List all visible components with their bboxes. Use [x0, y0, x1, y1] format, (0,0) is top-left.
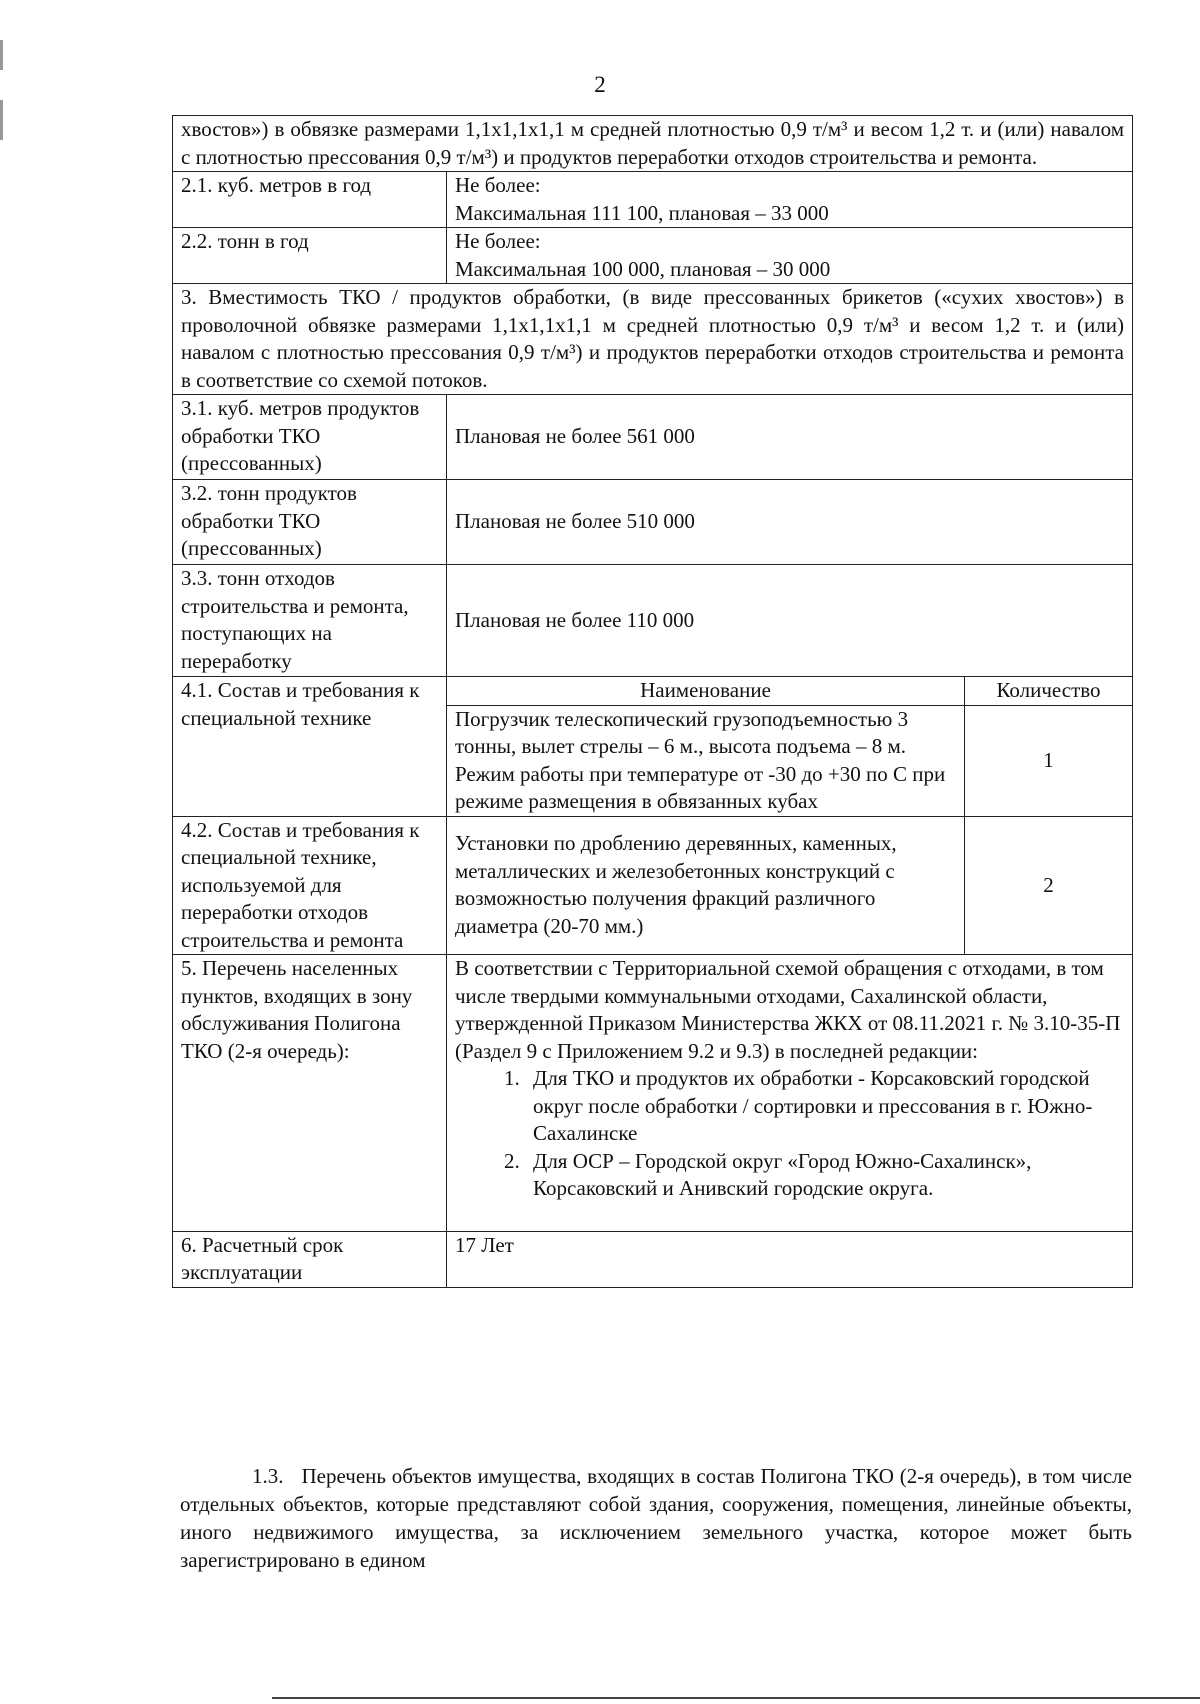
- row-label: 4.1. Состав и требования к специальной технике: [173, 677, 447, 817]
- list-item: 1. Для ТКО и продуктов их обработки - Корсаковский городской округ после обработки / сортировки и прессования в г. Южно-Сахалинске: [525, 1065, 1124, 1148]
- row-label: 6. Расчетный срок эксплуатации: [173, 1231, 447, 1287]
- table-row-6: [173, 1231, 1133, 1287]
- paragraph-text: Перечень объектов имущества, входящих в состав Полигона ТКО (2-я очередь), в том числе отдельных объектов, которые представляют собой здания, сооружения, помещения, линейные объекты, иного недвижимого имущества, за исключением земельного участка, которое может быть зарегистрировано в едином: [180, 1464, 1132, 1572]
- table-row-4-2: [173, 816, 1133, 955]
- row-value: Плановая не более 110 000: [447, 565, 1133, 677]
- row-label: 3.2. тонн продуктов обработки ТКО (прессованных): [173, 480, 447, 565]
- value-line: Максимальная 111 100, плановая – 33 000: [455, 200, 829, 225]
- table-row-3: [173, 284, 1133, 395]
- equipment-quantity: 2: [965, 816, 1133, 955]
- equipment-quantity: 1: [965, 705, 1133, 816]
- table-row-3-1: [173, 395, 1133, 480]
- specification-table: [172, 115, 1133, 1288]
- list-item: 2. Для ОСР – Городской округ «Город Южно-Сахалинск», Корсаковский и Анивский городские округа.: [525, 1148, 1124, 1203]
- continuation-text: хвостов») в обвязке размерами 1,1x1,1x1,1 м средней плотностью 0,9 т/м³ и весом 1,2 т. и (или) навалом с плотностью прессования 0,9 т/м³) и продуктов переработки отходов строительства и ремонта.: [173, 116, 1133, 172]
- row-value: [447, 172, 1133, 228]
- equipment-name: Погрузчик телескопический грузоподъемностью 3 тонны, вылет стрелы – 6 м., высота подъема – 8 м. Режим работы при температуре от -30 до +30 по С при режиме размещения в обвязанных кубах: [447, 705, 965, 816]
- table-row-5: [173, 955, 1133, 1232]
- row-value: Плановая не более 510 000: [447, 480, 1133, 565]
- table-row-3-2: [173, 480, 1133, 565]
- table-row-3-3: [173, 565, 1133, 677]
- table-row-2-2: [173, 228, 1133, 284]
- row-label: 3.3. тонн отходов строительства и ремонта, поступающих на переработку: [173, 565, 447, 677]
- column-header-name: Наименование: [447, 677, 965, 706]
- row-value: [447, 955, 1133, 1232]
- row-label: 2.1. куб. метров в год: [173, 172, 447, 228]
- equipment-name: Установки по дроблению деревянных, каменных, металлических и железобетонных конструкций с возможностью получения фракций различного диаметра (20-70 мм.): [447, 816, 965, 955]
- table-row-continuation: [173, 116, 1133, 172]
- table-row-4-1-header: [173, 677, 1133, 706]
- paragraph-1-3: [180, 1462, 1132, 1574]
- capacity-heading: 3. Вместимость ТКО / продуктов обработки, (в виде прессованных брикетов («сухих хвостов») в проволочной обвязке размерами 1,1x1,1x1,1 м средней плотностью 0,9 т/м³ и весом 1,2 т. и (или) навалом с плотностью прессования 0,9 т/м³) и продуктов переработки отходов строительства и ремонта в соответствие со схемой потоков.: [173, 284, 1133, 395]
- value-line: Не более:: [455, 173, 541, 197]
- scan-edge-mark: [0, 100, 3, 140]
- row-value: [447, 228, 1133, 284]
- row-label: 4.2. Состав и требования к специальной технике, используемой для переработки отходов строительства и ремонта: [173, 816, 447, 955]
- settlements-list: [455, 1065, 1124, 1203]
- row-label: 3.1. куб. метров продуктов обработки ТКО (прессованных): [173, 395, 447, 480]
- scan-bottom-line: [272, 1697, 1200, 1699]
- settlements-intro: В соответствии с Территориальной схемой обращения с отходами, в том числе твердыми коммунальными отходами, Сахалинской области, утвержденной Приказом Министерства ЖКХ от 08.11.2021 г. № 3.10-35-П (Раздел 9 с Приложением 9.2 и 9.3) в последней редакции:: [455, 956, 1121, 1063]
- row-label: 5. Перечень населенных пунктов, входящих в зону обслуживания Полигона ТКО (2-я очередь):: [173, 955, 447, 1232]
- paragraph-number: 1.3.: [252, 1464, 284, 1488]
- table-row-2-1: [173, 172, 1133, 228]
- column-header-quantity: Количество: [965, 677, 1133, 706]
- value-line: Не более:: [455, 229, 541, 253]
- value-line: Максимальная 100 000, плановая – 30 000: [455, 256, 831, 281]
- row-label: 2.2. тонн в год: [173, 228, 447, 284]
- row-value: 17 Лет: [447, 1231, 1133, 1287]
- scan-edge-mark: [0, 40, 3, 70]
- row-value: Плановая не более 561 000: [447, 395, 1133, 480]
- page-number: 2: [594, 72, 606, 97]
